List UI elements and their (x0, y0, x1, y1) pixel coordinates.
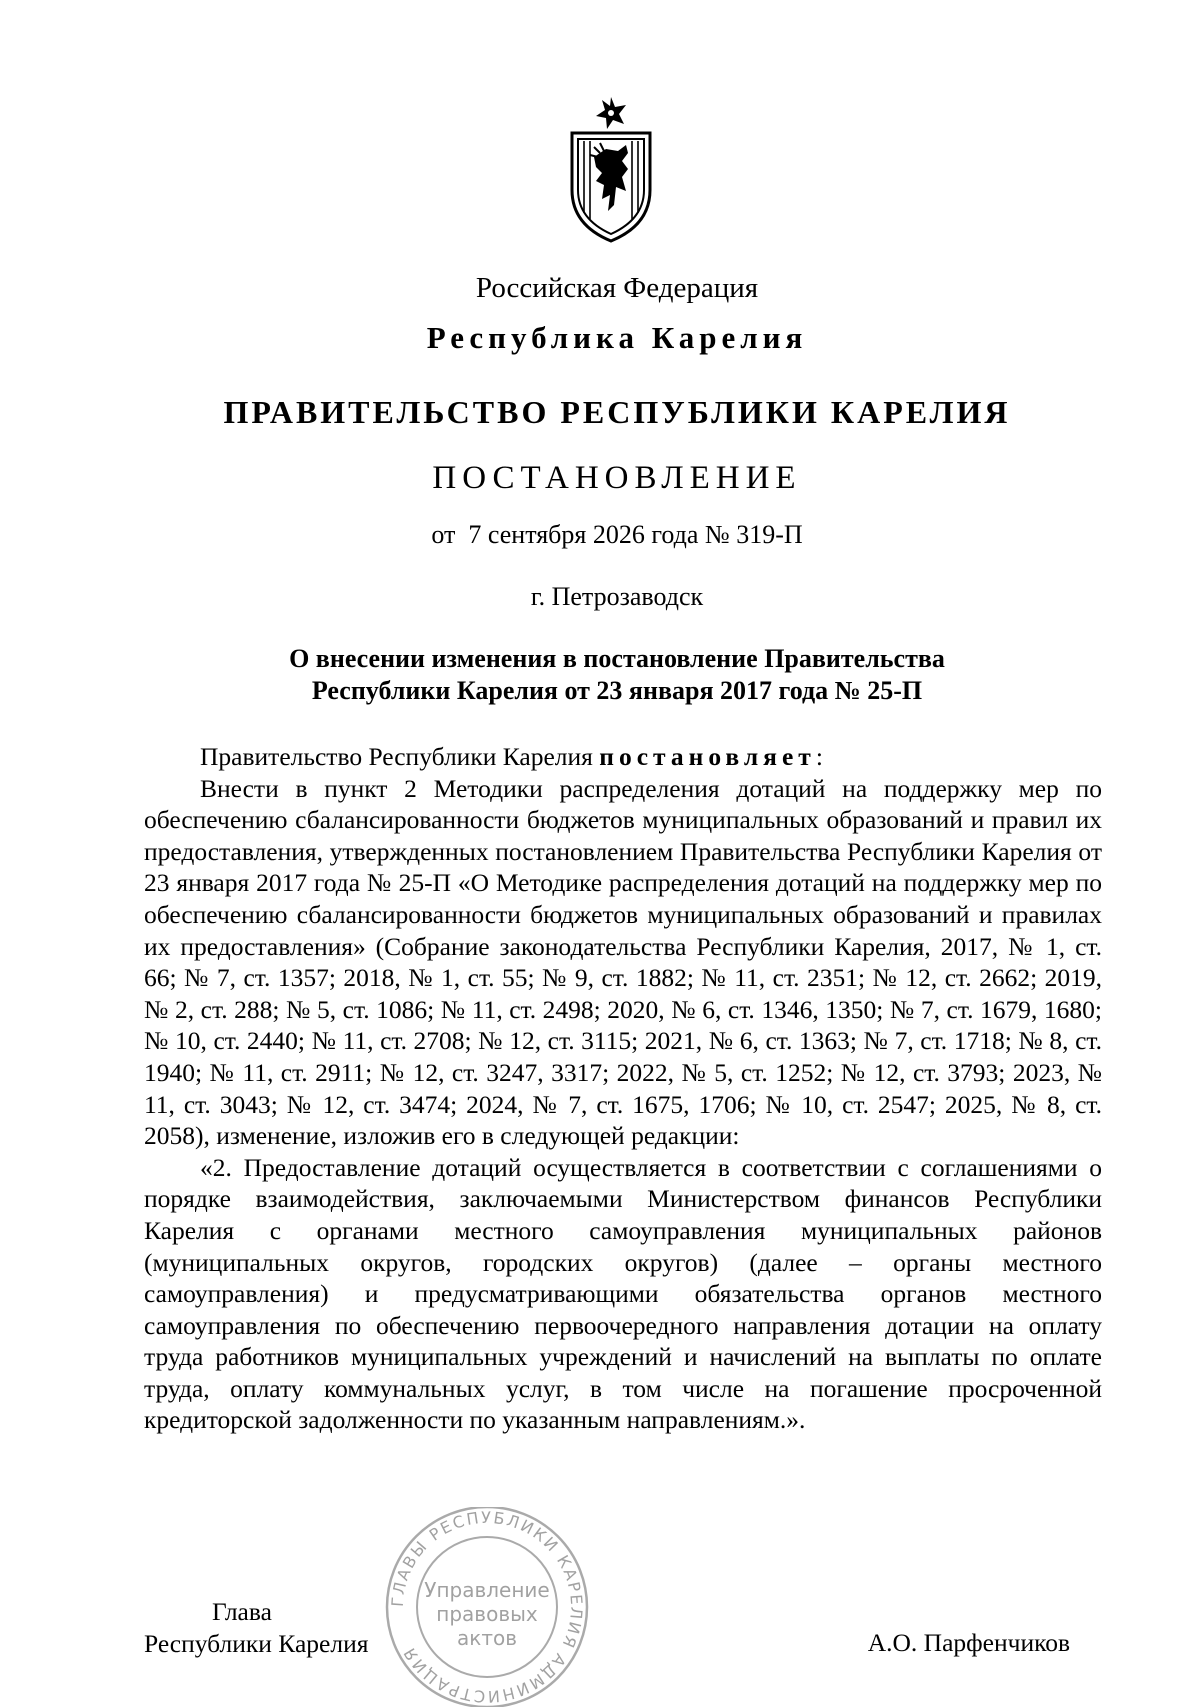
intro-paragraph (144, 741, 1102, 773)
decree-city: г. Петрозаводск (530, 582, 704, 611)
decree-title-line: О внесении изменения в постановление Правительства (289, 644, 945, 673)
government-name: ПРАВИТЕЛЬСТВО РЕСПУБЛИКИ КАРЕЛИЯ (223, 394, 1011, 430)
stamp-center-line: актов (456, 1626, 518, 1650)
decree-body (144, 741, 1102, 1436)
signatory-title (144, 1596, 368, 1659)
intro-text: Правительство Республики Карелия (200, 742, 600, 771)
decree-title (0, 643, 1200, 707)
body-paragraph: Внести в пункт 2 Методики распределения дотаций на поддержку мер по обеспечению сбалансированности бюджетов муниципальных образований и правил их предоставления, утвержденных постановлением Правительства Республики Карелия от 23 января 2017 года № 25-П «О Методике распределения дотаций на поддержку мер по обеспечению сбалансированности бюджетов муниципальных образований и правилах их предоставления» (Собрание законодательства Республики Карелия, 2017, № 1, ст. 66; № 7, ст. 1357; 2018, № 1, ст. 55; № 9, ст. 1882; № 11, ст. 2351; № 12, ст. 2662; 2019, № 2, ст. 288; № 5, ст. 1086; № 11, ст. 2498; 2020, № 6, ст. 1346, 1350; № 7, ст. 1679, 1680; № 10, ст. 2440; № 11, ст. 2708; № 12, ст. 3115; 2021, № 6, ст. 1363; № 7, ст. 1718; № 8, ст. 1940; № 11, ст. 2911; № 12, ст. 3247, 3317; 2022, № 5, ст. 1252; № 12, ст. 3793; 2023, № 11, ст. 3043; № 12, ст. 3474; 2024, № 7, ст. 1675, 1706; № 10, ст. 2547; 2025, № 8, ст. 2058), изменение, изложив его в следующей редакции: (144, 773, 1102, 1151)
resolves-word: постановляет (599, 742, 816, 771)
decree-date-number: от 7 сентября 2026 года № 319-П (431, 520, 803, 549)
stamp-ring-text: ГЛАВЫ РЕСПУБЛИКИ КАРЕЛИЯ АДМИНИСТРАЦИЯ (387, 1507, 587, 1707)
stamp-center-line: правовых (436, 1602, 538, 1626)
decree-title-line: Республики Карелия от 23 января 2017 года № 25-П (311, 676, 923, 705)
republic-name: Республика Карелия (426, 320, 808, 355)
coat-of-arms-emblem (566, 95, 656, 245)
intro-colon: : (815, 742, 823, 771)
stamp-center-line: Управление (424, 1578, 550, 1602)
country-name: Российская Федерация (475, 272, 759, 304)
body-paragraph: «2. Предоставление дотаций осуществляется в соответствии с соглашениями о порядке взаимодействия, заключаемыми Министерством финансов Республики Карелия с органами местного самоуправления муниципальных районов (муниципальных округов, городских округов) (далее – органы местного самоуправления) и предусматривающими обязательства органов местного самоуправления по обеспечению первоочередного направления дотации на оплату труда работников муниципальных учреждений и начислений на выплаты по оплате труда, оплату коммунальных услуг, в том числе на погашение просроченной кредиторской задолженности по указанным направлениям.». (144, 1152, 1102, 1435)
signatory-title-line: Республики Карелия (144, 1628, 369, 1658)
official-stamp (372, 1507, 602, 1707)
document-type: ПОСТАНОВЛЕНИЕ (432, 460, 802, 496)
signatory-title-line: Глава (212, 1597, 272, 1626)
signatory-name: А.О. Парфенчиков (867, 1628, 1070, 1657)
